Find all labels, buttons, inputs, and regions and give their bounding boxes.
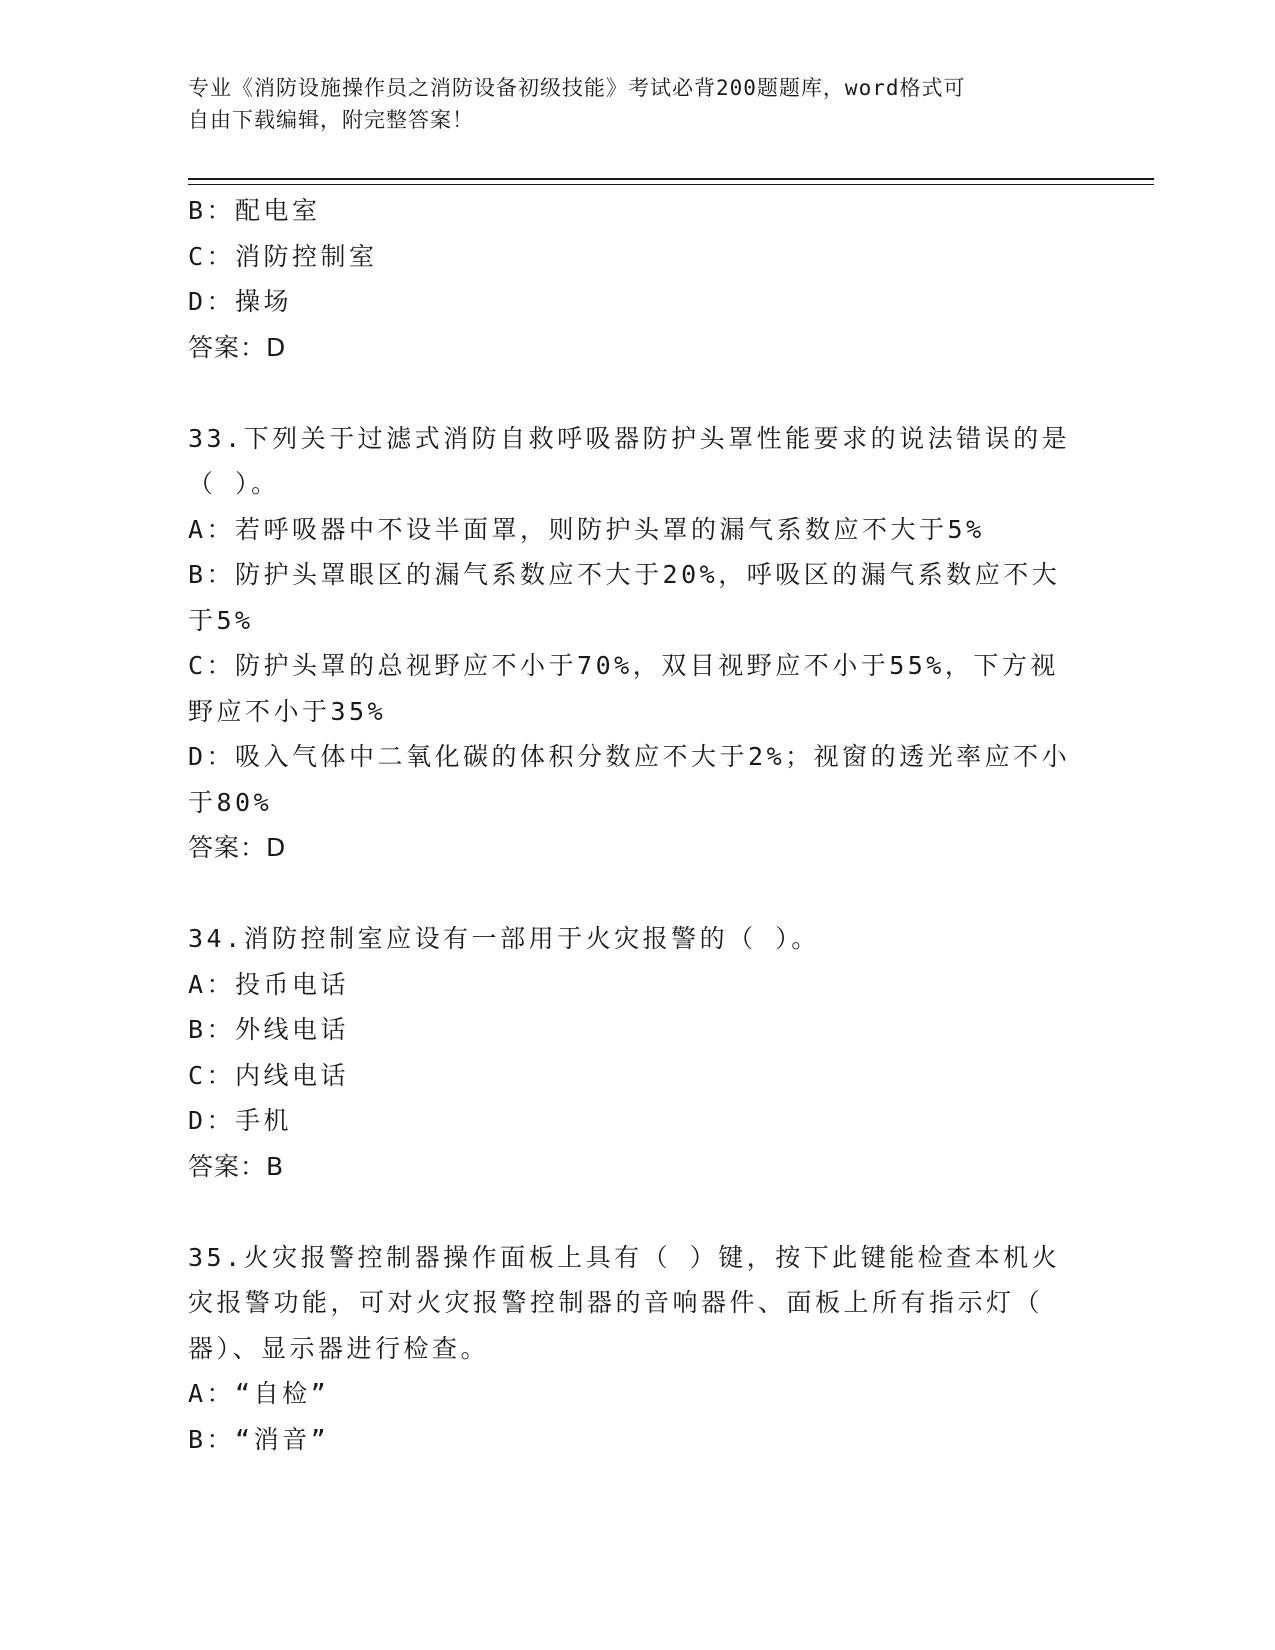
option-b: B：防护头罩眼区的漏气系数应不大于20%，呼吸区的漏气系数应不大 xyxy=(188,560,1061,589)
option-c: C：防护头罩的总视野应不小于70%，双目视野应不小于55%，下方视 xyxy=(188,651,1059,680)
question-35 xyxy=(188,1235,1088,1463)
question-stem-line: 33.下列关于过滤式消防自救呼吸器防护头罩性能要求的说法错误的是 xyxy=(188,423,1071,453)
option-b: B：配电室 xyxy=(188,196,321,225)
option-d-continued: 于80% xyxy=(188,787,273,817)
question-spacer xyxy=(188,871,1088,917)
question-stem-line: （ ）。 xyxy=(188,469,280,498)
question-stem-line: 灾报警功能，可对火灾报警控制器的音响器件、面板上所有指示灯（ xyxy=(188,1288,1044,1317)
question-stem-line: 34.消防控制室应设有一部用于火灾报警的（ ）。 xyxy=(188,924,820,953)
header-line-2: 自由下载编辑，附完整答案！ xyxy=(188,108,474,132)
question-content xyxy=(188,188,1088,1462)
question-spacer xyxy=(188,1189,1088,1235)
option-b-continued: 于5% xyxy=(188,605,254,635)
option-d: D：吸入气体中二氧化碳的体积分数应不大于2%；视窗的透光率应不小 xyxy=(188,742,1071,771)
option-c-continued: 野应不小于35% xyxy=(188,696,387,726)
question-stem-line: 器）、显示器进行检查。 xyxy=(188,1333,490,1363)
question-stem-line: 35.火灾报警控制器操作面板上具有（ ）键，按下此键能检查本机火 xyxy=(188,1242,1061,1272)
question-spacer xyxy=(188,370,1088,416)
option-a: A：若呼吸器中不设半面罩，则防护头罩的漏气系数应不大于5% xyxy=(188,514,985,544)
option-c: C：内线电话 xyxy=(188,1060,350,1090)
answer-line: 答案：D xyxy=(188,833,287,862)
document-header xyxy=(188,72,1088,136)
answer-line: 答案：B xyxy=(188,1151,285,1181)
option-b: B：“消音” xyxy=(188,1424,330,1454)
header-line-1: 专业《消防设施操作员之消防设备初级技能》考试必背200题题库，word格式可 xyxy=(188,76,966,100)
question-34 xyxy=(188,916,1088,1189)
option-c: C：消防控制室 xyxy=(188,241,378,271)
previous-question-tail xyxy=(188,188,1088,370)
answer-line: 答案：D xyxy=(188,332,287,362)
question-33 xyxy=(188,416,1088,871)
option-a: A：投币电话 xyxy=(188,969,350,999)
option-d: D：手机 xyxy=(188,1106,293,1135)
option-d: D：操场 xyxy=(188,287,293,316)
option-b: B：外线电话 xyxy=(188,1015,350,1044)
option-a: A：“自检” xyxy=(188,1379,330,1408)
header-divider xyxy=(188,178,1154,185)
